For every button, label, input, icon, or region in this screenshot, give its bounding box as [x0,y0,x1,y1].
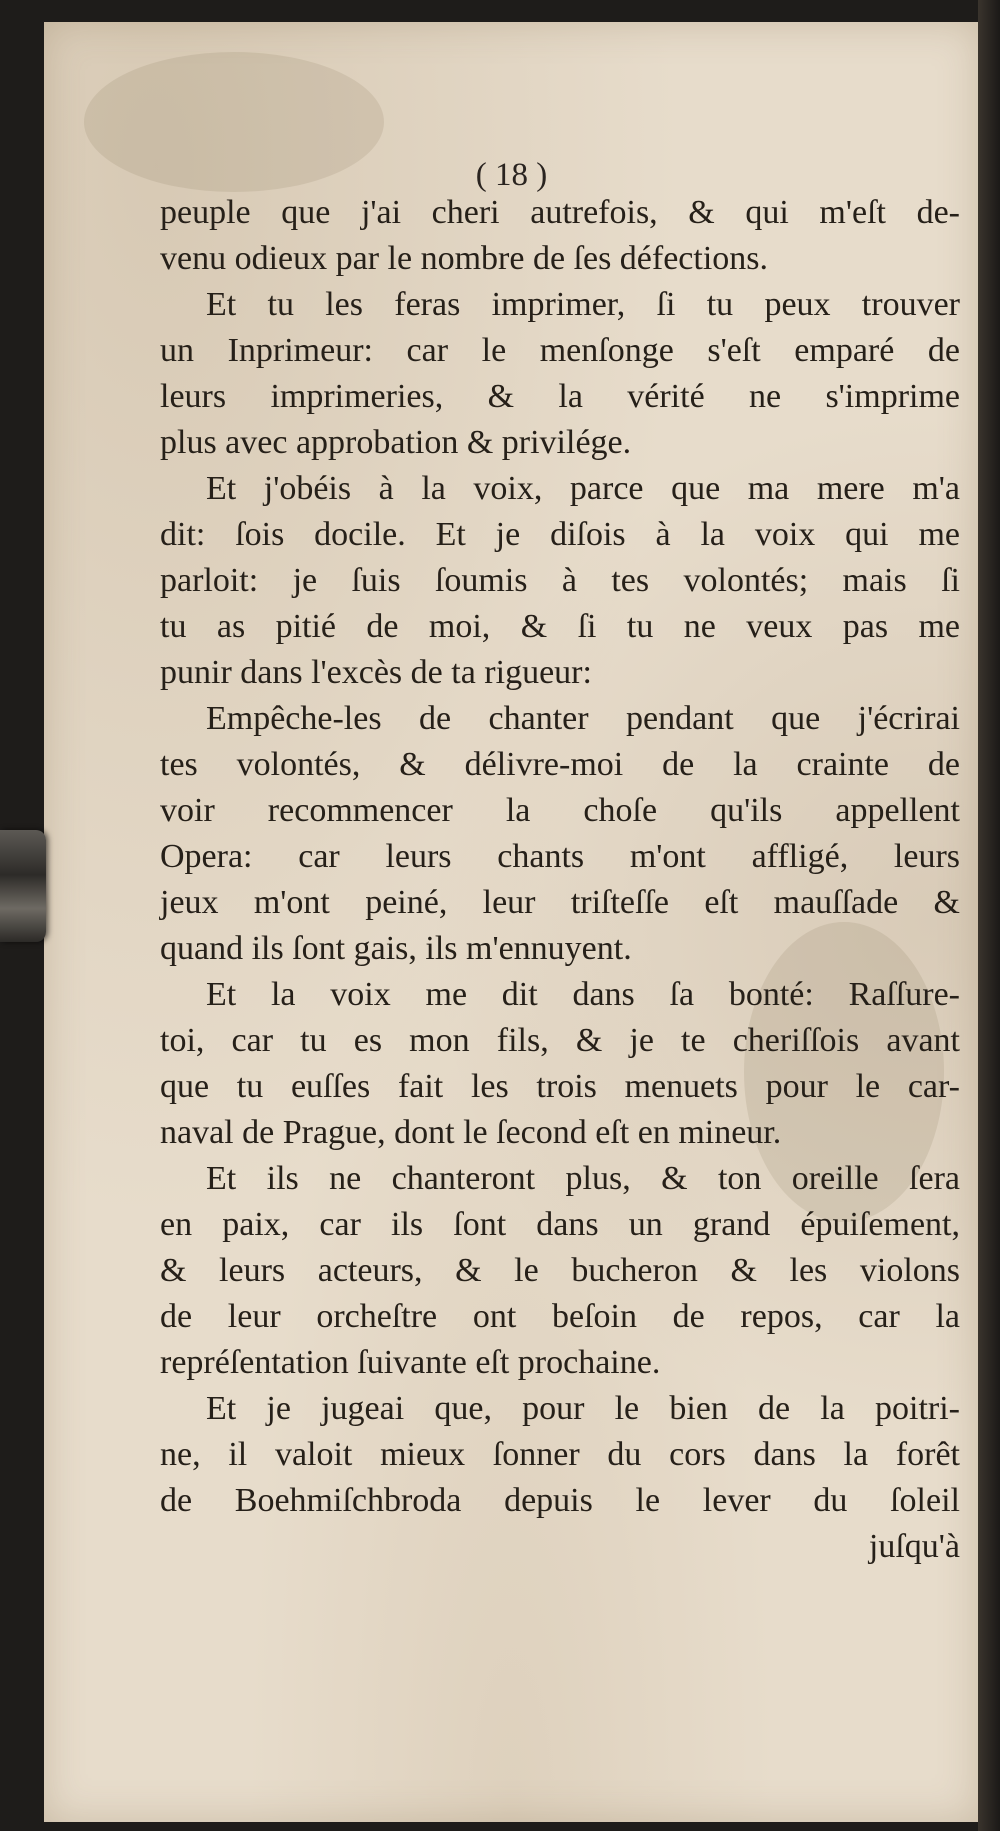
text-line: Et la voix me dit dans ſa bonté: Raſſure- [206,976,960,1013]
binding-clasp [0,830,46,942]
text-line: ne, il valoit mieux ſonner du cors dans la forêt [160,1436,960,1473]
text-line: que tu euſſes fait les trois menuets pour le car- [160,1068,960,1105]
text-line: de Boehmiſchbroda depuis le lever du ſoleil [160,1482,960,1519]
text-line: tes volontés, & délivre-moi de la crainte de [160,746,960,783]
text-line: Et tu les feras imprimer, ſi tu peux trouver [206,286,960,323]
text-line: Empêche-les de chanter pendant que j'écrirai [206,700,960,737]
text-line: dit: ſois docile. Et je diſois à la voix qui me [160,516,960,553]
text-line: jeux m'ont peiné, leur triſteſſe eſt mauſſade & [160,884,960,921]
text-line: de leur orcheſtre ont beſoin de repos, car la [160,1298,960,1335]
text-line: & leurs acteurs, & le bucheron & les violons [160,1252,960,1289]
text-line: un Inprimeur: car le menſonge s'eſt emparé de [160,332,960,369]
text-line: Et ils ne chanteront plus, & ton oreille ſera [206,1160,960,1197]
text-line: en paix, car ils ſont dans un grand épuiſement, [160,1206,960,1243]
text-line: toi, car tu es mon fils, & je te cheriſſois avant [160,1022,960,1059]
page-number: ( 18 ) [475,157,548,193]
text-line: tu as pitié de moi, & ſi tu ne veux pas me [160,608,960,645]
text-line: peuple que j'ai cheri autrefois, & qui m'eſt de- [160,194,960,231]
text-line: venu odieux par le nombre de ſes défections. [160,240,769,277]
catchword: juſqu'à [868,1528,960,1565]
text-line: Opera: car leurs chants m'ont affligé, leurs [160,838,960,875]
text-line: naval de Prague, dont le ſecond eſt en mineur. [160,1114,782,1151]
text-line: punir dans l'excès de ta rigueur: [160,654,592,691]
text-line: plus avec approbation & privilége. [160,424,632,461]
text-line: quand ils ſont gais, ils m'ennuyent. [160,930,632,967]
text-line: Et je jugeai que, pour le bien de la poitri- [206,1390,960,1427]
book-edge [978,0,1000,1831]
body-text [160,190,960,1570]
text-line: leurs imprimeries, & la vérité ne s'imprime [160,378,960,415]
text-line: repréſentation ſuivante eſt prochaine. [160,1344,661,1381]
text-line: voir recommencer la choſe qu'ils appellent [160,792,960,829]
text-line: parloit: je ſuis ſoumis à tes volontés; mais ſi [160,562,960,599]
text-line: Et j'obéis à la voix, parce que ma mere m'a [206,470,960,507]
